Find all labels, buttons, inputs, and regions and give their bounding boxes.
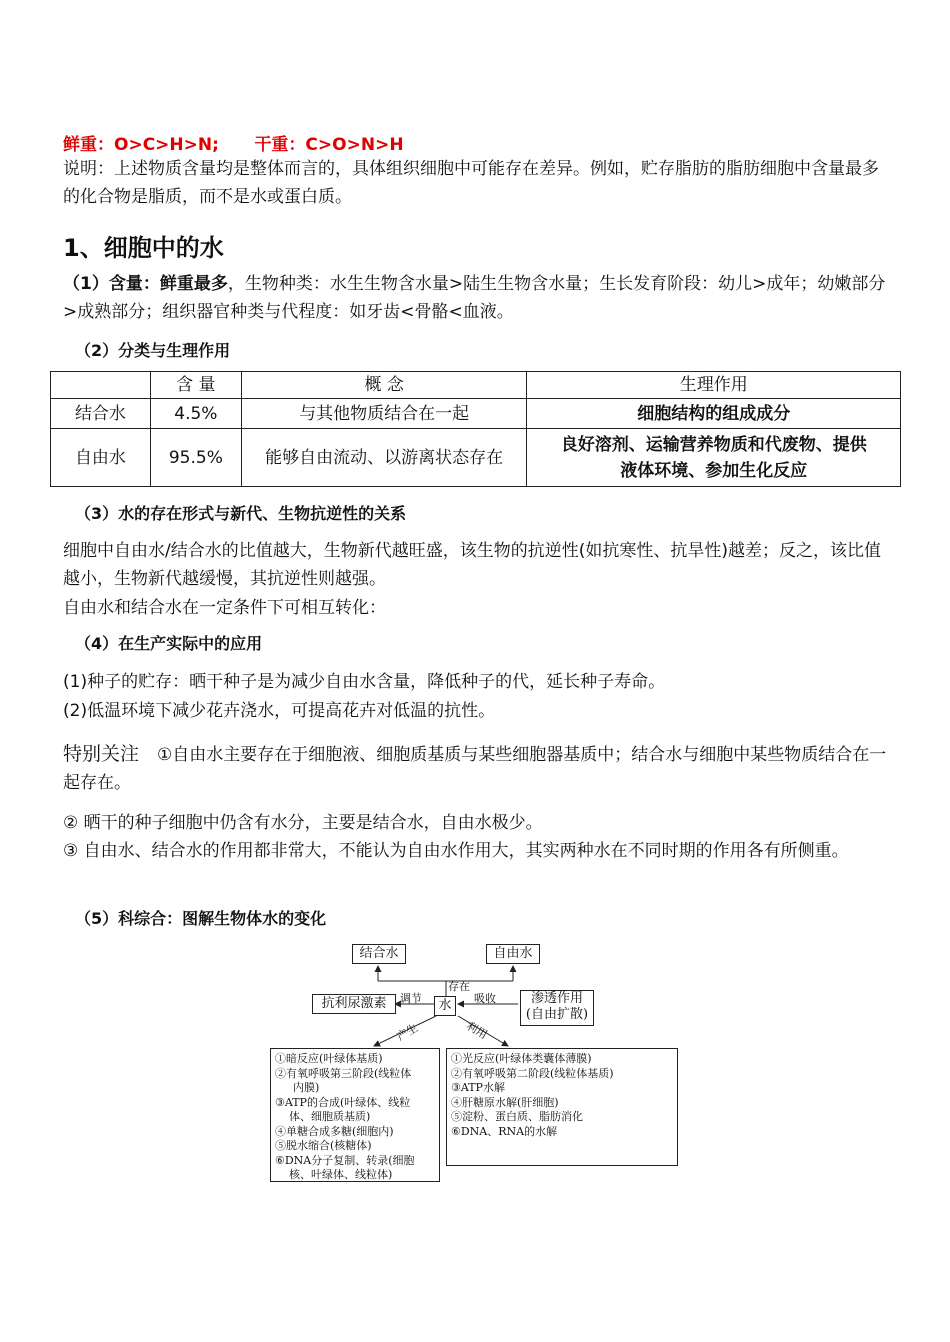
adh-box: 抗利尿激素 bbox=[312, 994, 396, 1014]
list-item: ②有氧呼吸第三阶段(线粒体 bbox=[275, 1066, 412, 1080]
table-cell-type: 自由水 bbox=[51, 429, 151, 487]
table-row bbox=[51, 399, 901, 429]
list-item: 核、叶绿体、线粒体) bbox=[289, 1168, 393, 1181]
exist-label: 存在 bbox=[448, 980, 470, 993]
list-item: ③ATP的合成(叶绿体、线粒 bbox=[275, 1095, 411, 1109]
list-item: ⑥DNA分子复制、转录(细胞 bbox=[275, 1153, 415, 1167]
content-text: ，生物种类：水生生物含水量>陆生生物含水量；生长发育阶段：幼儿>成年；幼嫩部分>成熟部分；组织器官种类与代程度：如牙齿<骨骼<血液。 bbox=[63, 274, 886, 322]
list-item: ②有氧呼吸第二阶段(线粒体基质) bbox=[451, 1066, 614, 1080]
table-cell-type: 结合水 bbox=[51, 399, 151, 429]
list-item: ④肝糖原水解(肝细胞) bbox=[451, 1095, 559, 1109]
relation-text: 细胞中自由水/结合水的比值越大，生物新代越旺盛，该生物的抗逆性(如抗寒性、抗旱性)越差；反之，该比值越小，生物新代越缓慢，其抗逆性则越强。 bbox=[63, 541, 881, 589]
osmosis-label: 渗透作用 bbox=[530, 991, 583, 1006]
produce-label: 产生 bbox=[394, 1021, 421, 1044]
regulate-label: 调节 bbox=[400, 992, 422, 1005]
list-item: 体、细胞质基质) bbox=[289, 1110, 371, 1123]
convert-text: 自由水和结合水在一定条件下可相互转化： bbox=[63, 598, 386, 618]
osmosis-box bbox=[520, 990, 594, 1026]
list-item: ⑤脱水缩合(核糖体) bbox=[275, 1139, 372, 1152]
list-item: ①光反应(叶绿体类囊体薄膜) bbox=[451, 1052, 592, 1065]
use-list bbox=[446, 1048, 678, 1166]
diagram-heading: （5）科综合：图解生物体水的变化 bbox=[75, 909, 327, 928]
special-item: ①自由水主要存在于细胞液、细胞质基质与某些细胞器基质中；结合水与细胞中某些物质结合在一起存在。 bbox=[63, 745, 887, 793]
table-cell-role: 良好溶剂、运输营养物质和代废物、提供液体环境、参加生化反应 bbox=[527, 429, 901, 487]
water-table bbox=[50, 371, 901, 487]
table-row bbox=[51, 429, 901, 487]
table-header-cell: 含 量 bbox=[150, 372, 241, 399]
list-item: ④单糖合成多糖(细胞内) bbox=[275, 1124, 394, 1138]
use-label: 利用 bbox=[463, 1019, 490, 1042]
apply-heading: （4）在生产实际中的应用 bbox=[75, 634, 263, 653]
table-header-cell: 概 念 bbox=[241, 372, 527, 399]
osmosis-sub-label: (自由扩散) bbox=[525, 1007, 589, 1022]
table-cell-amount: 4.5% bbox=[150, 399, 241, 429]
table-cell-concept: 能够自由流动、以游离状态存在 bbox=[241, 429, 527, 487]
special-item: ③ 自由水、结合水的作用都非常大，不能认为自由水作用大，其实两种水在不同时期的作用各有所侧重。 bbox=[63, 841, 849, 861]
list-item: ①暗反应(叶绿体基质) bbox=[275, 1052, 383, 1065]
content-bold: 鲜重最多 bbox=[159, 274, 228, 294]
fresh-weight-order: 鲜重：O>C>H>N; bbox=[63, 135, 219, 155]
produce-list bbox=[270, 1048, 440, 1182]
bound-water-box: 结合水 bbox=[352, 944, 406, 964]
water-change-diagram bbox=[268, 938, 686, 1182]
list-item: ⑤淀粉、蛋白质、脂肪消化 bbox=[451, 1110, 583, 1123]
list-item: 内膜) bbox=[293, 1081, 320, 1094]
table-header-cell bbox=[51, 372, 151, 399]
content-paragraph bbox=[63, 270, 893, 326]
dry-weight-order: 干重：C>O>N>H bbox=[254, 135, 404, 155]
content-label: （1）含量： bbox=[63, 274, 160, 294]
section-title: 1、细胞中的水 bbox=[63, 234, 224, 262]
list-item: ⑥DNA、RNA的水解 bbox=[451, 1124, 558, 1138]
list-item: ③ATP水解 bbox=[451, 1081, 505, 1094]
special-note bbox=[63, 740, 893, 865]
intro-note: 说明：上述物质含量均是整体而言的，具体组织细胞中可能存在差异。例如，贮存脂肪的脂肪细胞中含量最多的化合物是脂质，而不是水或蛋白质。 bbox=[63, 159, 879, 207]
table-cell-role: 细胞结构的组成成分 bbox=[527, 399, 901, 429]
classify-heading: （2）分类与生理作用 bbox=[75, 341, 231, 360]
apply-item: (2)低温环境下减少花卉浇水，可提高花卉对低温的抗性。 bbox=[63, 701, 496, 721]
table-header-cell: 生理作用 bbox=[527, 372, 901, 399]
special-tag: 特别关注 bbox=[63, 743, 140, 765]
special-item: ② 晒干的种子细胞中仍含有水分，主要是结合水，自由水极少。 bbox=[63, 813, 543, 833]
table-cell-amount: 95.5% bbox=[150, 429, 241, 487]
free-water-box: 自由水 bbox=[486, 944, 540, 964]
apply-item: (1)种子的贮存：晒干种子是为减少自由水含量，降低种子的代，延长种子寿命。 bbox=[63, 672, 666, 692]
relation-heading: （3）水的存在形式与新代、生物抗逆性的关系 bbox=[75, 504, 407, 523]
table-cell-concept: 与其他物质结合在一起 bbox=[241, 399, 527, 429]
absorb-label: 吸收 bbox=[474, 992, 496, 1005]
fresh-dry-weight-line bbox=[63, 130, 404, 155]
table-header-row bbox=[51, 372, 901, 399]
water-box: 水 bbox=[434, 996, 456, 1016]
